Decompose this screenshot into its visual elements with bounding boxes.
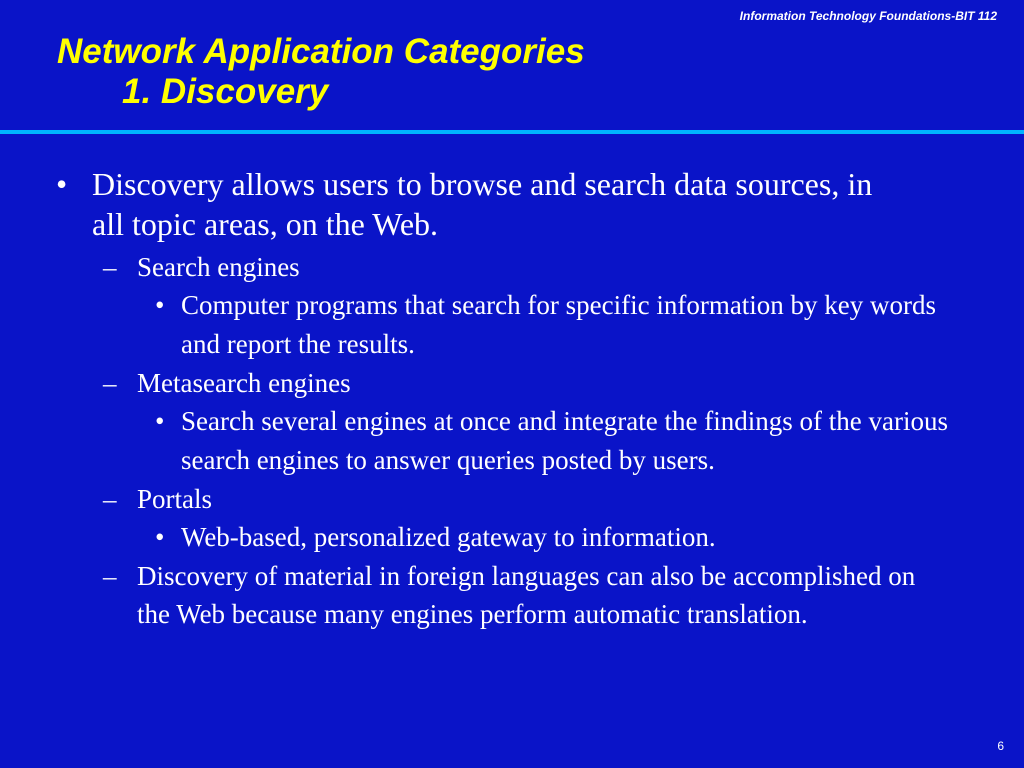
dash-marker: – [103,368,117,398]
title-divider [0,130,1024,134]
detail-text: Search several engines at once and integrate the findings of the various search engines to answer queries posted by users. [181,406,948,475]
bullet-marker: • [155,522,165,552]
dash-marker: – [103,484,117,514]
dash-marker: – [103,561,117,591]
title-line-2: 1. Discovery [122,72,329,111]
sub-item-text: Metasearch engines [137,368,351,398]
detail-metasearch [0,402,971,480]
sub-item-text: Discovery of material in foreign languages can also be accomplished on the Web because many engines perform automatic translation. [137,561,916,629]
sub-item-metasearch [0,364,937,402]
bullet-marker: • [56,166,68,202]
sub-item-foreign-languages [0,557,937,633]
sub-item-search-engines [0,248,937,286]
slide-body [0,164,1024,633]
bullet-discovery [0,164,912,244]
title-line-1: Network Application Categories [57,32,585,71]
page-number: 6 [997,739,1004,753]
sub-item-text: Portals [137,484,213,514]
bullet-marker: • [155,290,165,320]
bullet-text: Discovery allows users to browse and search data sources, in all topic areas, on the Web. [92,166,873,242]
sub-item-portals [0,480,937,518]
slide-title [57,32,585,112]
detail-search-engines [0,286,971,364]
bullet-marker: • [155,406,165,436]
detail-portals [0,518,971,557]
dash-marker: – [103,252,117,282]
detail-text: Web-based, personalized gateway to information. [181,522,716,552]
sub-item-text: Search engines [137,252,300,282]
course-label: Information Technology Foundations-BIT 112 [739,9,997,23]
detail-text: Computer programs that search for specific information by key words and report the results. [181,290,937,359]
